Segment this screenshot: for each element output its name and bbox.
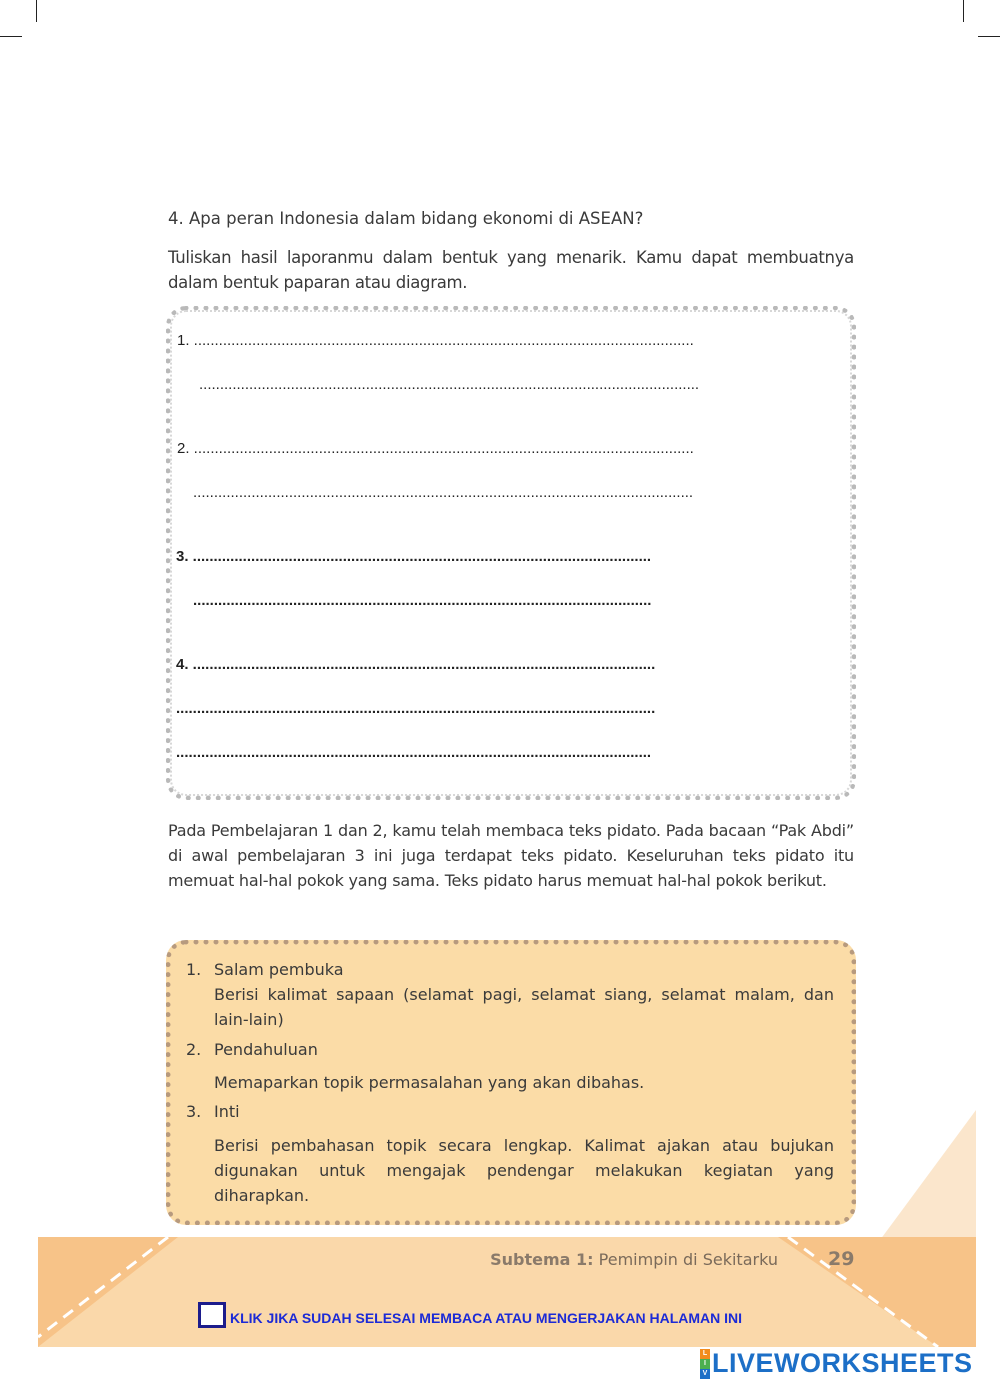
crop-mark: [963, 0, 964, 22]
info-item-description: Berisi kalimat sapaan (selamat pagi, selamat siang, selamat malam, dan lain-lain): [214, 985, 834, 1029]
answer-line-3[interactable]: 3. ..............................................................................................................: [176, 548, 652, 565]
info-item-title: Inti: [214, 1102, 240, 1121]
answer-line-4b[interactable]: ...................................................................................................................: [176, 700, 656, 717]
page-number: 29: [828, 1248, 855, 1270]
brand-name: LIVEWORKSHEETS: [712, 1348, 973, 1378]
decorative-triangle: [880, 1110, 980, 1240]
crop-mark: [36, 0, 37, 22]
crop-mark: [978, 36, 1000, 37]
answer-line-2b[interactable]: ........................................................................................................................: [193, 484, 694, 501]
crop-mark: [0, 36, 22, 37]
answer-line-4[interactable]: 4. ...............................................................................................................: [176, 656, 656, 673]
logo-letter: V: [700, 1369, 710, 1379]
info-item-description: Memaparkan topik permasalahan yang akan dibahas.: [214, 1073, 645, 1092]
instruction-text: Tuliskan hasil laporanmu dalam bentuk yang menarik. Kamu dapat membuatnya dalam bentuk paparan atau diagram.: [168, 248, 854, 292]
info-item-title: Pendahuluan: [214, 1040, 318, 1059]
liveworksheets-icon: [700, 1349, 710, 1379]
answer-line-3b[interactable]: ..............................................................................................................: [193, 592, 652, 609]
subtema-title: Pemimpin di Sekitarku: [598, 1250, 778, 1269]
info-item-number: 1.: [186, 960, 202, 979]
info-item-description: Berisi pembahasan topik secara lengkap. Kalimat ajakan atau bujukan digunakan untuk mengajak pendengar melakukan kegiatan yang diharapkan.: [214, 1136, 834, 1205]
answer-line-2[interactable]: 2. ........................................................................................................................: [177, 440, 694, 457]
subtema-number: Subtema 1:: [490, 1250, 594, 1269]
logo-letter: L: [700, 1349, 710, 1359]
answer-line-4c[interactable]: ..................................................................................................................: [176, 744, 652, 761]
logo-letter: I: [700, 1359, 710, 1369]
answer-line-1b[interactable]: ........................................................................................................................: [199, 376, 700, 393]
info-item-number: 2.: [186, 1040, 202, 1059]
answer-line-1[interactable]: 1. ........................................................................................................................: [177, 332, 694, 349]
done-checkbox[interactable]: [198, 1302, 226, 1328]
subtema-label: [490, 1250, 778, 1269]
body-paragraph: Pada Pembelajaran 1 dan 2, kamu telah membaca teks pidato. Pada bacaan “Pak Abdi” di awal pembelajaran 3 ini juga terdapat teks pidato. Keseluruhan teks pidato itu memuat hal-hal pokok yang sama. Teks pidato harus memuat hal-hal pokok berikut.: [168, 821, 854, 890]
done-label[interactable]: KLIK JIKA SUDAH SELESAI MEMBACA ATAU MENGERJAKAN HALAMAN INI: [230, 1310, 743, 1326]
liveworksheets-logo: [700, 1348, 973, 1379]
info-item-number: 3.: [186, 1102, 202, 1121]
info-item-title: Salam pembuka: [214, 960, 344, 979]
question-text: 4. Apa peran Indonesia dalam bidang ekonomi di ASEAN?: [168, 209, 644, 228]
